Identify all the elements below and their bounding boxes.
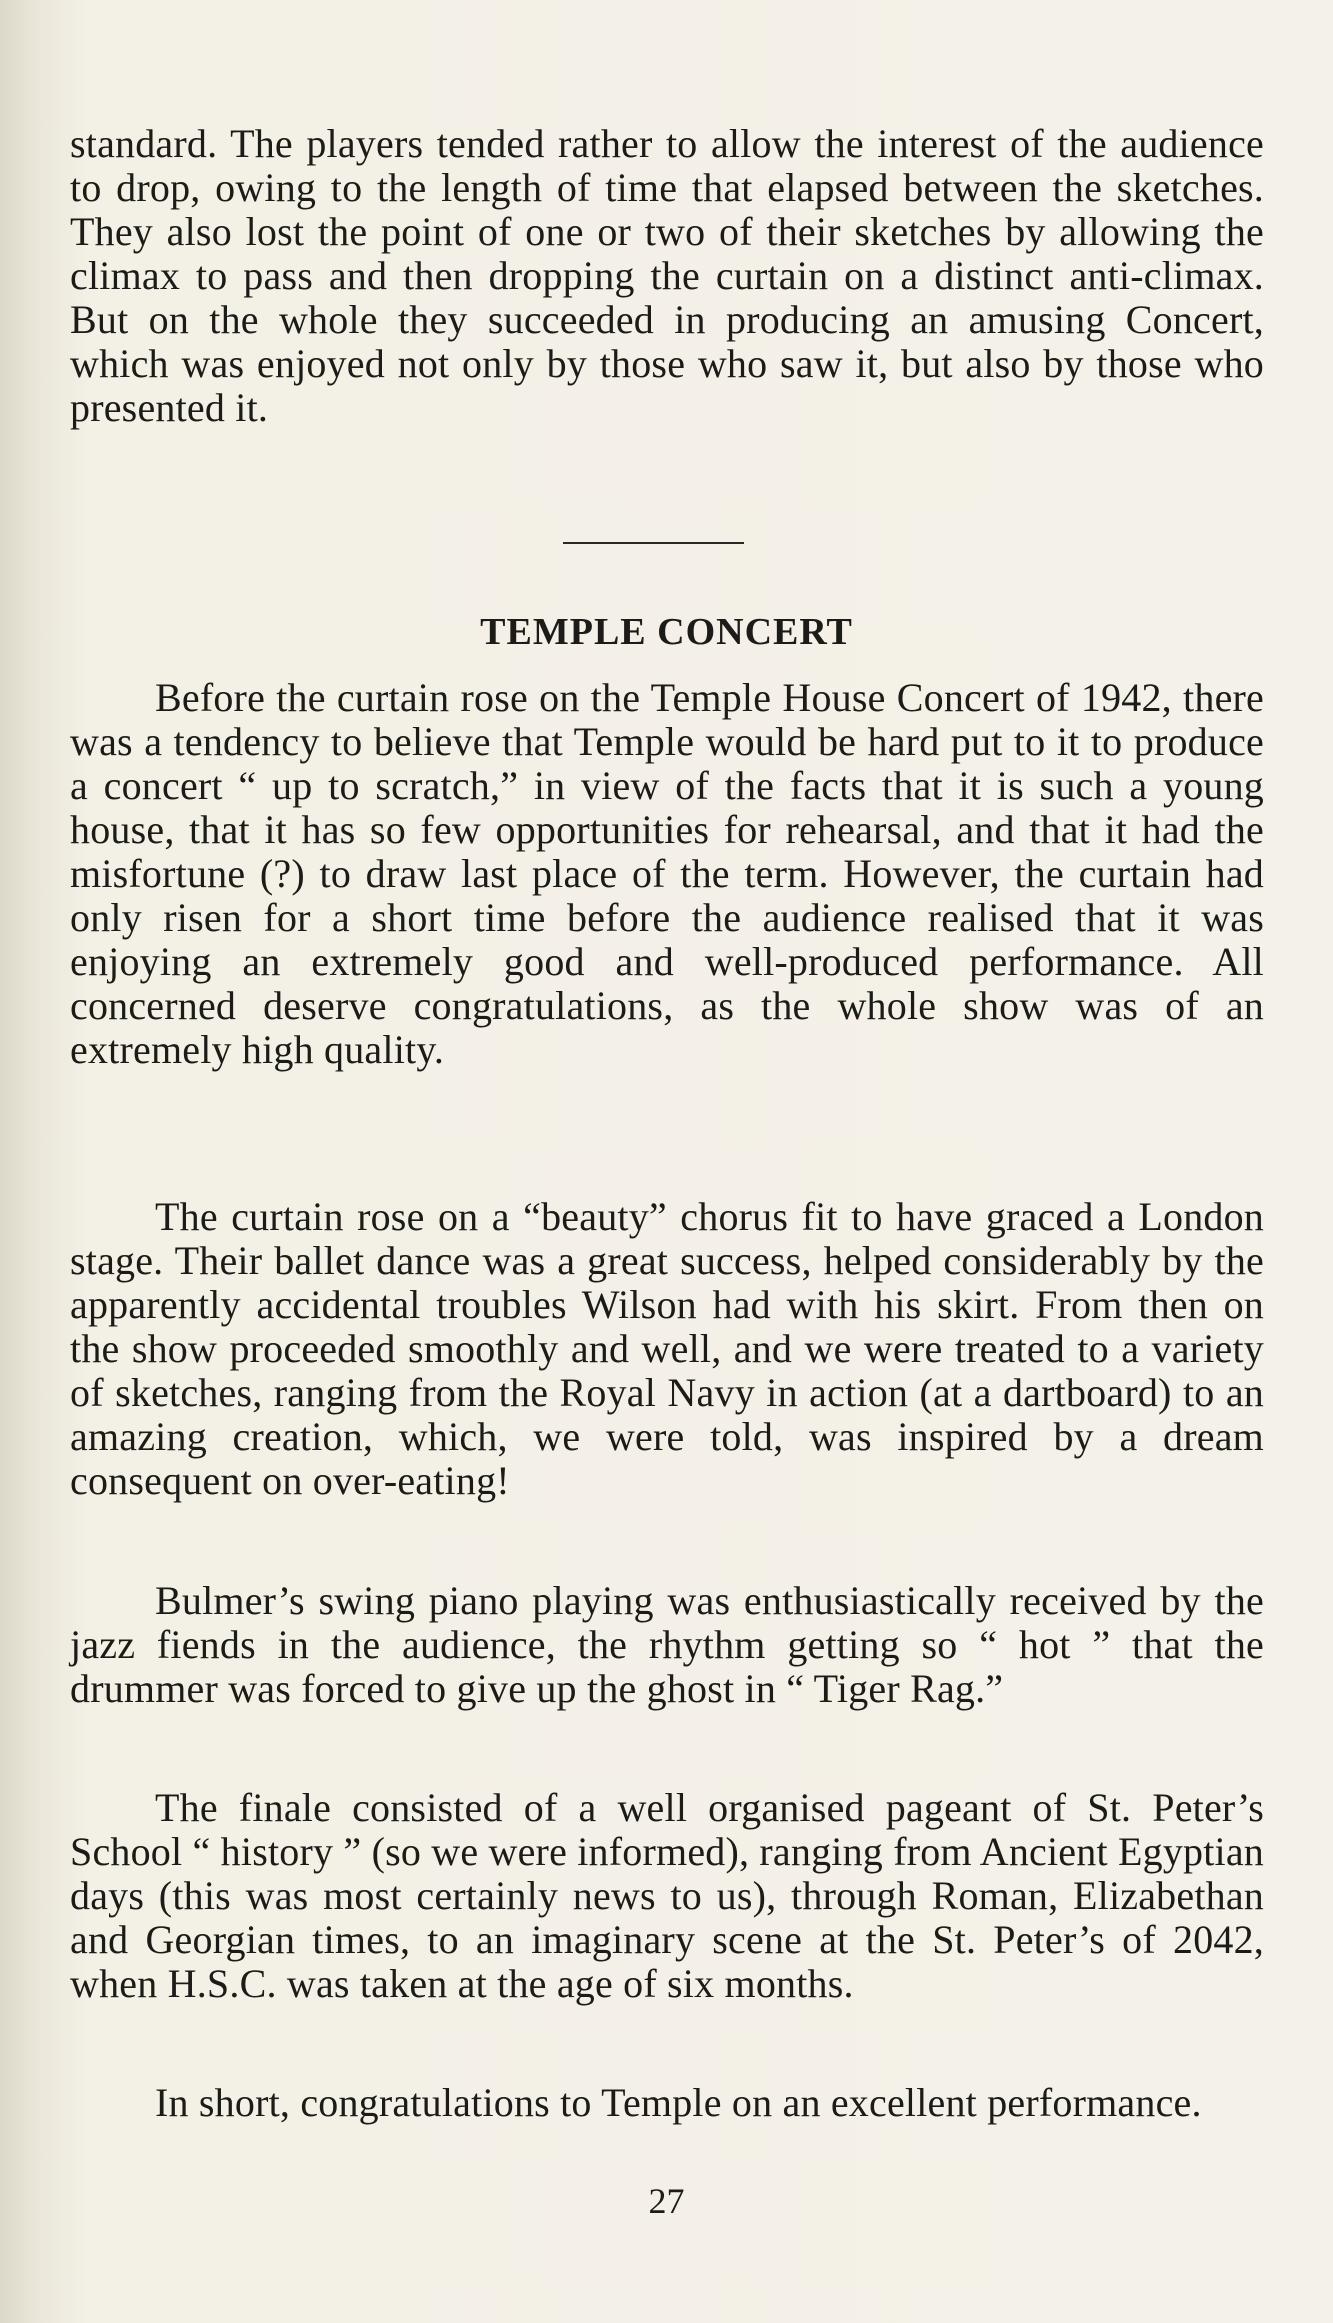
paragraph-text: Before the curtain rose on the Temple House Concert of 1942, there was a tendency to believe that Temple would be hard put to it to produce a concert “ up to scratch,” in view of the facts that it is such a young house, that it has so few opportunities for rehearsal, and that it had the misfortune (?) to draw last place of the term. However, the curtain had only risen for a short time before the audience realised that it was enjoying an extremely good and well-produced performance. All concerned deserve congratulations, as the whole show was of an extremely high quality. [70, 675, 1264, 1072]
article-title: TEMPLE CONCERT [480, 611, 853, 653]
article-paragraph-2 [70, 1195, 1264, 1503]
section-divider [563, 542, 744, 544]
article-paragraph-1 [70, 676, 1264, 1072]
paragraph-text: standard. The players tended rather to allow the interest of the audience to drop, owing to the length of time that elapsed between the sketches. They also lost the point of one or two of their sketches by allowing the climax to pass and then dropping the curtain on a distinct anti-climax. But on the whole they succeeded in producing an amusing Concert, which was enjoyed not only by those who saw it, but also by those who presented it. [70, 121, 1264, 430]
paragraph-text: The curtain rose on a “beauty” chorus fit to have graced a London stage. Their ballet dance was a great success, helped considerably by the apparently accidental troubles Wilson had with his skirt. From then on the show proceeded smoothly and well, and we were treated to a variety of sketches, ranging from the Royal Navy in action (at a dartboard) to an amazing creation, which, we were told, was inspired by a dream consequent on over-eating! [70, 1194, 1264, 1503]
page-number: 27 [648, 2181, 685, 2221]
article-paragraph-5 [70, 2081, 1264, 2125]
article-paragraph-3 [70, 1579, 1264, 1711]
paragraph-text: In short, congratulations to Temple on an excellent performance. [155, 2080, 1202, 2125]
article-paragraph-4 [70, 1786, 1264, 2006]
paragraph-text: Bulmer’s swing piano playing was enthusiastically received by the jazz fiends in the audience, the rhythm getting so “ hot ” that the drummer was forced to give up the ghost in “ Tiger Rag.” [70, 1578, 1264, 1711]
paragraph-text: The finale consisted of a well organised pageant of St. Peter’s School “ history ” (so we were informed), ranging from Ancient Egyptian days (this was most certainly news to us), through Roman, Elizabethan and Georgian times, to an imaginary scene at the St. Peter’s of 2042, when H.S.C. was taken at the age of six months. [70, 1785, 1264, 2006]
continued-paragraph [70, 122, 1264, 430]
